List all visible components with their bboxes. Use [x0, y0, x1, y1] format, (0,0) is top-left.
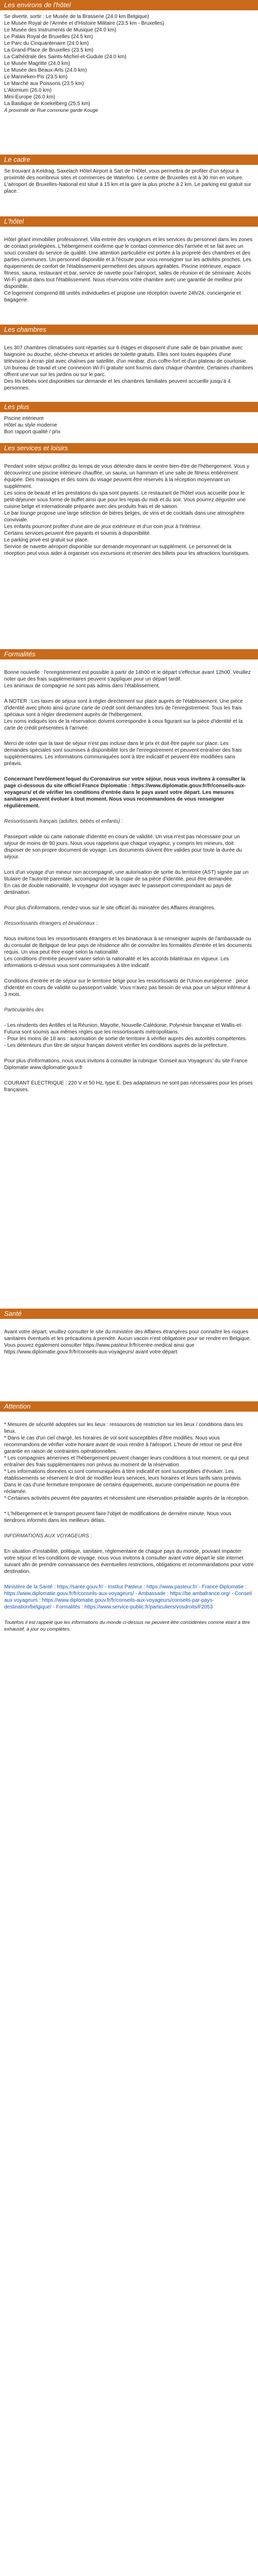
place-item: Le Musée Royal de l'Armée et d'Histoire Militaire (23.5 km - Bruxelles) — [4, 21, 165, 26]
subheading-french: Ressortissants français (adultes, bébés et enfants) : — [4, 819, 123, 824]
section-header: Santé — [0, 1309, 258, 1319]
coronavirus-note: Concernant l'enrôlement lequel du Coronavirus sur votre séjour, nous vous invitons à consulter la page ci-dessous du site officiel France Diplomatie : https://www.diplomatie.gouv.fr/fr/conseils-aux-voyageurs/ et de vérifier les conditions d'entrée dans le pays avant votre départ. Les mesures sanitaires peuvent évoluer à tout moment. Nous vous recommandons de vous renseigner régulièrement. — [4, 776, 246, 809]
attention-text-1: * Mesures de sécurité adoptées sur les lieux : ressources de restriction sur les lieux / conditions dans les lieux. * Dans le cas d'un ciel chargé, les horaires de vol sont susceptibles d'être modifiés. Nous vous recommandons de vérifier votre horaire avant de vous rendre à l'aéroport. L'heure de retour ne peut être garantie en raison de contraintes opérationnelles. * Les compagnies aériennes et l'hébergement peuvent changer leurs conditions à tout moment, ce qui peut entraîner des frais supplémentaires non prévus au moment de la réservation. * Les informations données ici sont communiquées à titre indicatif et sont susceptibles d'évoluer. Les établissements se réservent le droit de modifier leurs services, leurs horaires et leurs tarifs sans préavis. Dans le cas d'une fermeture temporaire de certains équipements, aucune compensation ne pourra être réclamée. * Certaines activités peuvent être payantes et nécessitent une réservation préalable auprès de la réception. — [4, 1422, 249, 1501]
section-header: L'hôtel — [0, 216, 258, 227]
section-services — [0, 443, 258, 556]
section-header: Attention — [0, 1401, 258, 1412]
section-environs — [0, 0, 258, 113]
sante-text: Avant votre départ, veuillez consulter le site du ministère des Affaires étrangères pour connaître les risques sanitaires éventuels et les précautions à prendre. Aucun vaccin n'est obligatoire pour se rendre en Belgique. Vous pouvez également consulter https://www.pasteur.fr/fr/centre-medical ainsi que https://www.diplomatie.gouv.fr/fr/conseils-aux-voyageurs/ avant votre départ. — [4, 1329, 251, 1355]
section-sante — [0, 1309, 258, 1355]
formalites-text-8: Nous invitons tous les ressortissants étrangers et les binationaux à se renseigner auprès de l'ambassade ou du consulat de Belgique de leur pays de résidence afin de connaître les formalités d'entrée et les documents requis. Un visa peut être exigé selon la nationalité. Les conditions d'entrée peuvent varier selon la nationalité et les accords bilatéraux en vigueur. Les informations ci-dessus vous sont communiquées à titre indicatif. — [4, 936, 252, 969]
place-item: Le Parc du Cinquantenaire (24.0 km) — [4, 41, 89, 46]
place-item: Se divertir, sortir : Le Musée de la Brasserie (24.0 km Belgique) — [4, 14, 149, 20]
electricity-note: COURANT ÉLECTRIQUE : 220 V et 50 Hz, type E. Des adaptateurs ne sont pas nécessaires pour les prises françaises. — [4, 1080, 253, 1093]
section-hotel — [0, 216, 258, 303]
attention-footnote: Toutefois il est rappelé que les informations du monde ci-dessus ne peuvent être considérées comme étant à titre exhaustif, à jour ou complètes. — [4, 1620, 250, 1632]
section-formalites — [0, 649, 258, 1093]
formalites-text-6: Lors d'un voyage d'un mineur non accompagné, une autorisation de sortie du territoire (AST) signée par un titulaire de l'autorité parentale, accompagnée de la copie de sa pièce d'identité, peut être demandée. En cas de double nationalité, le voyageur doit voyager avec le passeport correspondant au pays de destination. — [4, 870, 249, 895]
place-item: Le Marché aux Poissons (23.5 km) — [4, 81, 84, 87]
place-item: Le Manneken-Pis (23.5 km) — [4, 74, 68, 80]
services-text: Pendant votre séjour profitez du temps de vous détendre dans le centre bien-être de l'hébergement. Vous y découvrirez une piscine intérieure chauffée, un sauna, un hammam et une salle de fitness entièrement équipée. Des massages et des soins du visage peuvent être réservés à la réception moyennant un supplément. Les soins de beauté et les prestations du spa sont payants. Le restaurant de l'hôtel vous accueille pour le petit-déjeuner sous forme de buffet ainsi que pour les repas du midi et du soir. Vous pourrez déguster une cuisine belge et internationale préparée avec des produits frais et de saison. Le bar lounge propose une large sélection de bières belges, de vins et de cocktails dans une atmosphère conviviale. Les enfants pourront profiter d'une aire de jeux extérieure et d'un coin jeux à l'intérieur. Certains services peuvent être payants et soumis à disponibilité. Le parking privé est gratuit sur place. Service de navette aéroport disponible sur demande moyennant un supplément. Le personnel de la réception peut vous aider à organiser vos excursions et réserver des billets pour les attractions touristiques. — [4, 464, 250, 556]
place-item: La Grand-Place de Bruxelles (23.5 km) — [4, 47, 93, 53]
attention-text-2: * L'hébergement et le transport peuvent faire l'objet de modifications de dernière minute. Nous vous tiendrons informés dans les meilleurs délais. — [4, 1511, 232, 1523]
formalites-text-3: Merci de noter que la taxe de séjour n'est pas incluse dans le prix et doit être payée sur place. Les demandes spéciales sont soumises à disponibilité lors de l'enregistrement et peuvent entraîner des frais supplémentaires. Les informations communiquées sont à titre indicatif et peuvent être modifiées sans préavis. — [4, 741, 242, 767]
place-item: Mini-Europe (26.0 km) — [4, 94, 55, 100]
plus-item: Hôtel au style moderne — [4, 422, 57, 428]
attention-text-3: En situation d'instabilité, politique, sanitaire, réglementaire de chaque pays du monde, pouvant impacter votre séjour et les conditions de voyage, nous vous invitons à consulter avant votre départ le site internet suivant afin de prendre connaissance des éventuelles restrictions, obligations et recommandations pour votre destination. — [4, 1549, 254, 1574]
section-cadre — [0, 155, 258, 194]
plus-item: Piscine intérieure — [4, 416, 44, 421]
cadre-text: Se trouvant à Keldrag, Saxelach Hôtel Airport à Sart de l'Hôtel, vous permettra de profiter d'un séjour à proximité des nombreux sites et commerces de Waterloo. Le centre de Bruxelles est à 30 min en voiture. L'aéroport de Bruxelles-National est situé à 15 km et la gare la plus proche à 2 km. Le parking est gratuit sur place. — [4, 168, 251, 194]
nearby-note: À proximité de Rue commune garde Kouge — [4, 108, 99, 113]
formalites-text-5: Passeport valide ou carte nationale d'identité en cours de validité. Un visa n'est pas nécessaire pour un séjour de moins de 90 jours. Nous vous rappelons que chaque voyageur, y compris les mineurs, doit disposer de son propre document de voyage. Les documents doivent être valides pour toute la durée du séjour. — [4, 834, 242, 860]
subheading-particularites: Particularités des — [4, 1007, 44, 1013]
place-item: La Basilique de Koekelberg (25.5 km) — [4, 101, 90, 107]
place-item: Le Musée des Instruments de Musique (24.0 km) — [4, 27, 117, 33]
place-item: Le Musée Magritte (24.0 km) — [4, 61, 70, 66]
section-chambres — [0, 325, 258, 391]
place-item: Le Palais Royal de Bruxelles (24.5 km) — [4, 34, 93, 40]
subheading-info: INFORMATIONS AUX VOYAGEURS : — [4, 1533, 92, 1539]
plus-list — [4, 415, 254, 435]
hotel-text: Hôtel géant immobilier professionnel. Villa entrée des voyageurs et les services du personnel dans les zones de contact privilégiées. L'hébergement confirme que le contact commence dès l'arrivée et se fait avec un souci constant du service de qualité. Une attention particulière est portée à la propreté des chambres et des parties communes. Un personnel disponible et à l'écoute pour vous renseigner sur les activités proches. Les équipements de confort de l'établissement permettent des séjours agréables. Piscine intérieure, espace fitness, sauna, restaurant et bar, service de navette pour l'aéroport, salles de réunion et de séminaire. Accès Wi-Fi gratuit dans tout l'établissement. Nous réservons votre chambre avec une garantie de meilleur prix disponible. Ce logement comprend 88 unités individuelles et propose une réception ouverte 24h/24, conciergerie et bagagerie. — [4, 237, 253, 303]
section-header: Les chambres — [0, 325, 258, 335]
place-item: La Cathédrale des Saints-Michel-et-Gudule (24.0 km) — [4, 54, 126, 60]
formalites-text-1: Bonne nouvelle : l'enregistrement est possible à partir de 14h00 et le départ s'effectue avant 12h00. Veuillez noter que des frais supplémentaires peuvent s'appliquer pour un départ tardif. Les animaux de compagnie ne sont pas admis dans l'établissement. — [4, 670, 251, 689]
subheading-foreign: Ressortissants étrangers et binationaux : — [4, 921, 98, 926]
chambres-text: Les 307 chambres climatisées sont réparties sur 6 étages et disposent d'une salle de bain privative avec baignoire ou douche, sèche-cheveux et articles de toilette gratuits. Elles sont toutes équipées d'une télévision à écran plat avec chaînes par satellite, d'un minibar, d'un coffre-fort et d'un plateau de courtoisie. Un bureau de travail et une connexion Wi-Fi gratuite sont fournis dans chaque chambre. Certaines chambres offrent une vue sur les jardins ou sur le parc. Des lits bébés sont disponibles sur demande et les chambres familiales peuvent accueillir jusqu'à 4 personnes. — [4, 345, 253, 391]
section-plus — [0, 402, 258, 435]
section-header: Les services et loisirs — [0, 443, 258, 453]
place-item: Le Musée des Beaux-Arts (24.0 km) — [4, 67, 87, 73]
places-list — [4, 13, 254, 107]
formalites-text-7: Pour plus d'informations, rendez-vous sur le site officiel du ministère des Affaires étrangères. — [4, 905, 216, 911]
section-header: Les plus — [0, 402, 258, 412]
formalites-text-10: - Les résidents des Antilles et la Réunion, Mayotte, Nouvelle-Calédonie, Polynésie française et Wallis-et-Futuna sont soumis aux mêmes règles que les ressortissants métropolitains. - Pour les moins de 18 ans : autorisation de sortie de territoire à vérifier auprès des autorités compétentes. - Les détenteurs d'un titre de séjour français doivent vérifier les conditions auprès de la préfecture. — [4, 1023, 247, 1048]
place-item: L'Atomium (26.0 km) — [4, 88, 52, 93]
attention-links[interactable]: Ministère de la Santé : https://sante.gouv.fr/ - Institut Pasteur : https://www.pasteur.fr/ - France Diplomatie : https://www.diplomatie.gouv.fr/fr/conseils-aux-voyageurs/ - Ambassade : https://be.ambafrance.org/ - Conseil aux voyageurs : https://www.diplomatie.gouv.fr/fr/conseils-aux-voyageurs/conseils-par-pays-destination/belgique/ - Formalités : https://www.service-public.fr/particuliers/vosdroits/F2053 — [4, 1584, 252, 1610]
section-header: Formalités — [0, 649, 258, 659]
formalites-text-2: À NOTER : Les taxes de séjour sont à régler directement sur place auprès de l'établissement. Une pièce d'identité avec photo ainsi qu'une carte de crédit sont demandées lors de l'enregistrement. Tous les frais spéciaux sont à régler directement auprès de l'hébergement. Les noms indiqués lors de la réservation doivent correspondre à ceux figurant sur la pièce d'identité et la carte de crédit présentées à l'arrivée. — [4, 699, 243, 731]
formalites-text-11: Pour plus d'informations, nous vous invitons à consulter la rubrique 'Conseil aux Voyageurs' du site France Diplomatie www.diplomatie.gouv.fr — [4, 1058, 248, 1071]
plus-item: Bon rapport qualité / prix — [4, 429, 60, 435]
section-header: Les environs de l'hôtel — [0, 0, 258, 10]
section-attention — [0, 1401, 258, 1632]
formalites-text-9: Conditions d'entrée et de séjour sur le territoire belge pour les ressortissants de l'Union européenne : pièce d'identité en cours de validité ou passeport valide. Vous n'avez pas besoin de visa pour un séjour inférieur à 3 mois. — [4, 978, 250, 997]
section-header: Le cadre — [0, 155, 258, 165]
